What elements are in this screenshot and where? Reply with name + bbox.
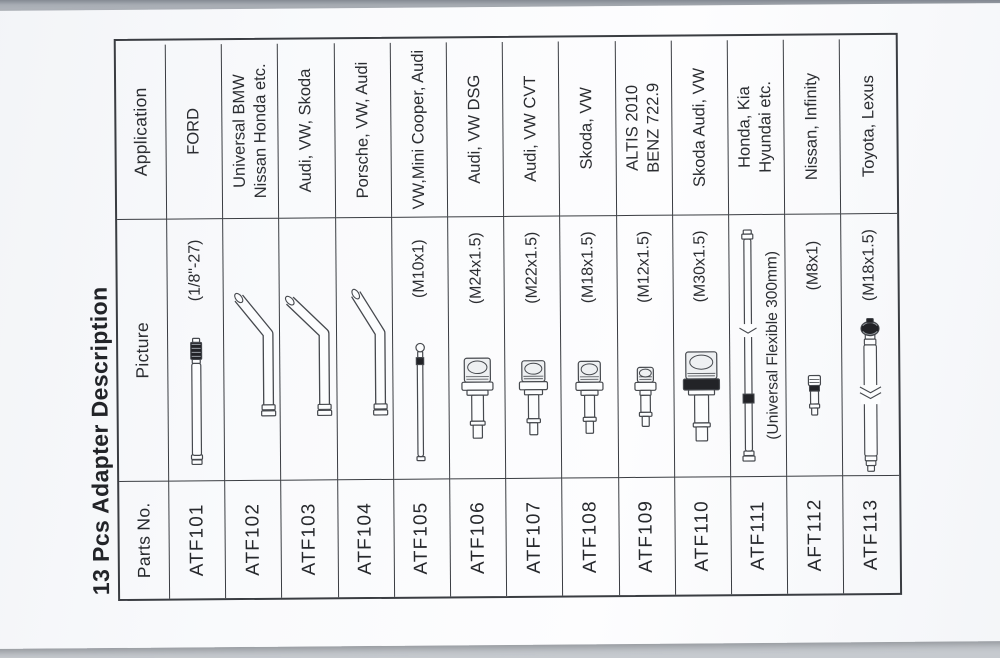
application-cell: Audi, VW, Skoda <box>278 43 336 217</box>
thread-size-label: (M18x1.5) <box>579 231 597 304</box>
picture-cell <box>841 213 899 475</box>
part-number-cell: AFT112 <box>787 475 844 593</box>
thread-size-label: (M30x1.5) <box>691 230 710 303</box>
thread-size-label: (M24x1.5) <box>466 232 485 305</box>
table-header-row <box>116 41 170 599</box>
table-row <box>559 37 620 595</box>
document-title: 13 Pcs Adapter Description <box>85 286 114 596</box>
tiny-adapter-drawing <box>802 316 827 475</box>
application-cell: VW,Mini Cooper, Audi <box>390 42 448 216</box>
application-cell: Audi, VW DSG <box>447 42 505 216</box>
part-number-cell: ATF113 <box>843 475 900 593</box>
part-number-cell: ATF105 <box>394 478 451 596</box>
header-application: Application <box>116 45 167 219</box>
picture-cell <box>560 215 618 477</box>
bolt-xl-dark-drawing <box>673 317 730 476</box>
application-cell: Honda, Kia Hyundai etc. <box>728 40 786 214</box>
picture-cell <box>392 216 450 478</box>
application-cell: Universal BMW Nissan Honda etc. <box>222 44 280 218</box>
part-number-cell: ATF107 <box>506 478 563 596</box>
picture-cell <box>673 214 731 476</box>
table-row <box>728 36 789 594</box>
bent-tube-a-drawing <box>221 219 283 480</box>
bolt-medium2-drawing <box>561 318 618 477</box>
thread-size-label: (Universal Flexible 300mm) <box>763 250 782 440</box>
bent-tube-c-drawing <box>333 218 395 479</box>
table-row <box>334 39 395 597</box>
part-number-cell: ATF103 <box>282 479 339 597</box>
picture-cell <box>504 216 562 478</box>
long-tube-drawing <box>850 316 891 475</box>
application-cell: Nissan, Infinity <box>784 39 842 213</box>
part-number-cell: ATF102 <box>225 480 282 598</box>
picture-cell <box>336 217 394 479</box>
thread-size-label: (M12x1.5) <box>635 230 653 303</box>
thread-size-label: (M22x1.5) <box>522 231 541 304</box>
application-cell: Skoda Audi, VW <box>671 40 729 214</box>
application-cell: FORD <box>166 44 224 218</box>
picture-cell <box>617 215 675 477</box>
bolt-small-drawing <box>617 318 674 477</box>
picture-cell <box>279 217 337 479</box>
part-number-cell: ATF111 <box>731 476 788 594</box>
application-cell: Toyota, Lexus <box>858 75 878 178</box>
part-number-cell: ATF108 <box>562 477 619 595</box>
table-row <box>222 40 283 598</box>
table-row <box>840 35 901 593</box>
thin-rod-drawing <box>405 320 436 479</box>
bolt-medium-drawing <box>505 319 562 478</box>
application-cell: Porsche, VW, Audi <box>334 43 392 217</box>
part-number-cell: ATF109 <box>619 477 676 595</box>
straight-nipple-drawing <box>178 321 215 480</box>
table-row <box>615 37 676 595</box>
part-number-cell: ATF110 <box>675 476 732 594</box>
header-picture: Picture <box>117 219 169 481</box>
thread-size-label: (1/8"-27) <box>185 239 204 302</box>
table-row <box>671 36 732 594</box>
table-row <box>278 39 339 597</box>
application-cell: Skoda, VW <box>559 41 617 215</box>
thread-size-label: (M8x1) <box>803 240 822 291</box>
table-row <box>784 35 845 593</box>
application-cell: ALTIS 2010 BENZ 722.9 <box>615 41 673 215</box>
bolt-large-drawing <box>448 319 505 478</box>
adapter-table <box>114 33 903 601</box>
picture-cell <box>448 216 506 478</box>
part-number-cell: ATF104 <box>338 479 395 597</box>
table-row <box>166 40 227 598</box>
adapter-description-document <box>80 37 903 601</box>
part-number-cell: ATF106 <box>450 478 507 596</box>
thread-size-label: (M10x1) <box>410 239 429 299</box>
application-cell: Audi, VW CVT <box>503 42 561 216</box>
bent-tube-b-drawing <box>277 218 339 479</box>
table-row <box>390 38 451 596</box>
picture-cell <box>167 218 225 480</box>
table-row <box>447 38 508 596</box>
thread-size-label: (M18x1.5) <box>860 229 879 302</box>
picture-cell <box>223 218 281 480</box>
picture-cell <box>729 214 787 476</box>
table-row <box>503 38 564 596</box>
header-parts-no: Parts No. <box>119 481 170 599</box>
picture-cell <box>785 213 843 475</box>
flex-tube-drawing <box>732 225 764 465</box>
part-number-cell: ATF101 <box>169 480 226 598</box>
